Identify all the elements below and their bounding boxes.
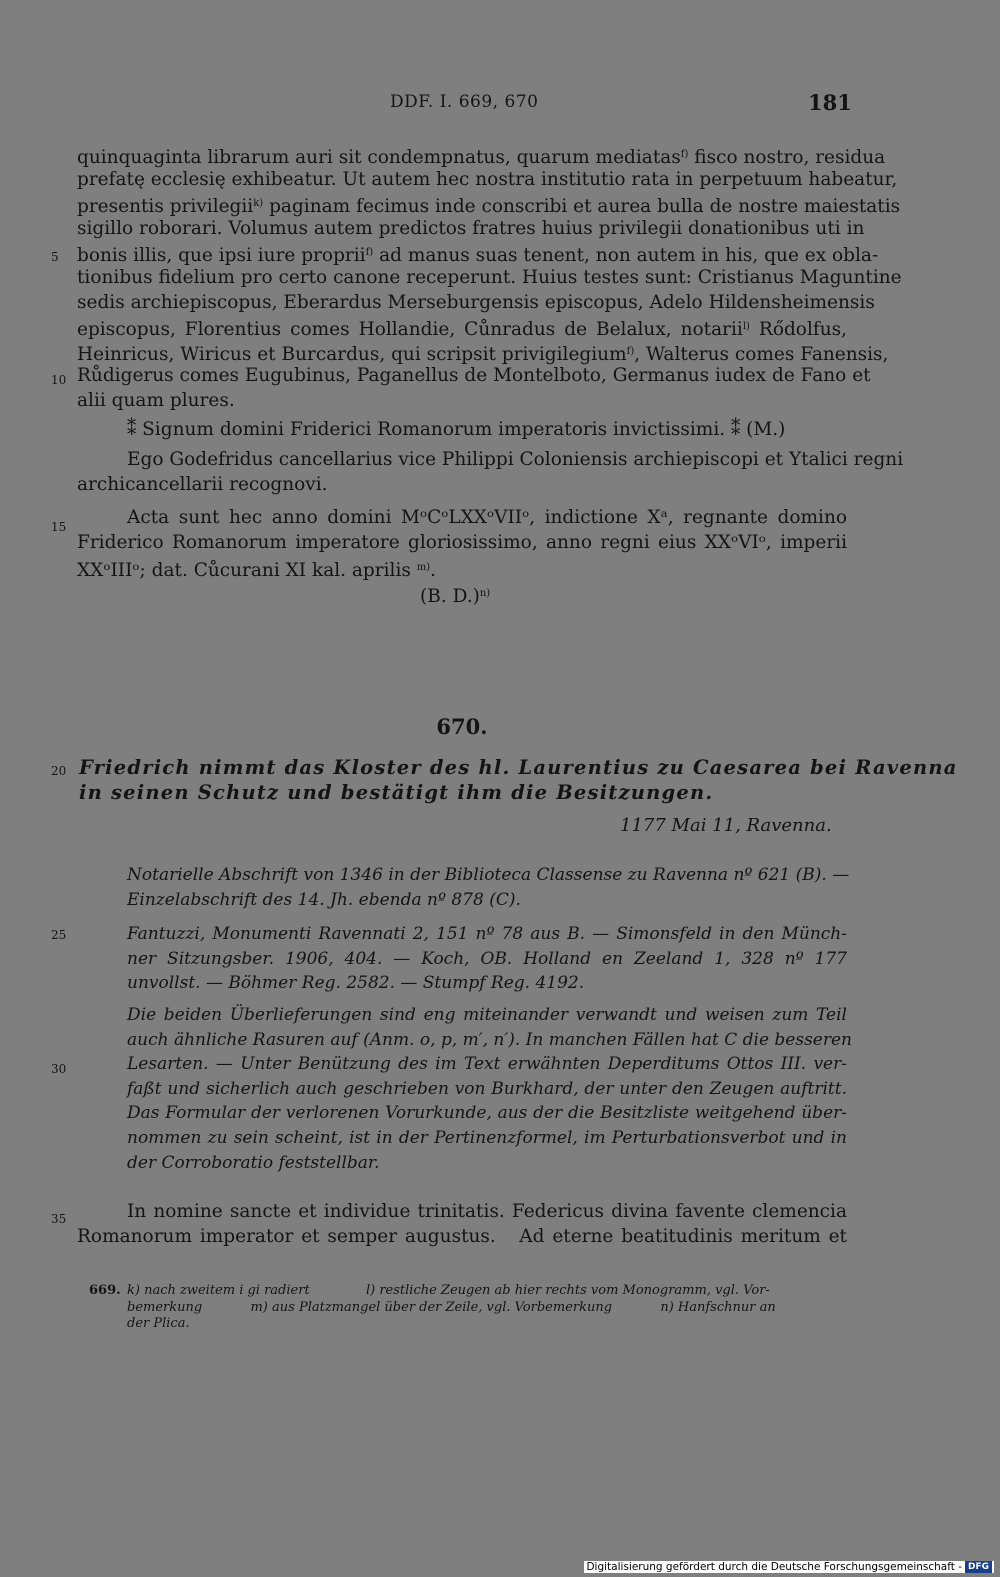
text-line: episcopus, Florentius comes Hollandie, Cůnradus de Belalux, notarii$^{l)}$ Rődolfus, — [77, 319, 847, 341]
seal-note: (B. D.)$^{n)}$ — [420, 586, 491, 608]
text-line: Heinricus, Wiricus et Burcardus, qui scripsit privigilegium$^{f)}$, Walterus comes Fanensis, — [77, 343, 889, 365]
text-line: Romanorum imperator et semper augustus. Ad eterne beatitudinis meritum et — [77, 1225, 847, 1247]
text-line: Růdigerus comes Eugubinus, Paganellus de Montelboto, Germanus iudex de Fano et — [77, 365, 871, 387]
text-line: bonis illis, que ipsi iure proprii$^{f)}$ ad manus suas tenent, non autem in his, que ex obla- — [77, 245, 879, 267]
text-line: alii quam plures. — [77, 389, 235, 411]
prints-note — [127, 923, 847, 997]
apparat-line: Notarielle Abschrift von 1346 in der Biblioteca Classense zu Ravenna nº 621 (B). — — [127, 865, 850, 885]
dfg-credit-text: Digitalisierung gefördert durch die Deutsche Forschungsgemeinschaft - — [586, 1561, 962, 1573]
document-number: 670. — [436, 714, 488, 739]
page-number: 181 — [808, 90, 852, 115]
apparat-line: Fantuzzi, Monumenti Ravennati 2, 151 nº 78 aus B. — Simonsfeld in den Münch- — [127, 924, 847, 944]
text-line: quinquaginta librarum auri sit condempnatus, quarum mediatas$^{f)}$ fisco nostro, residua — [77, 147, 886, 168]
date-place: 1177 Mai 11, Ravenna. — [620, 815, 832, 836]
apparat-line: Einzelabschrift des 14. Jh. ebenda nº 878 (C). — [127, 889, 521, 910]
commentary-note — [127, 1004, 852, 1176]
signum-line: ⁑ Signum domini Friderici Romanorum imperatoris invictissimi. ⁑ (M.) — [127, 418, 786, 440]
footnote-n-cont: der Plica. — [127, 1316, 190, 1331]
regest — [79, 755, 958, 804]
running-title: DDF. I. 669, 670 — [390, 92, 539, 112]
dating-line: Acta sunt hec anno domini MᵒCᵒLXXᵒVIIᵒ, indictione Xᵃ, regnante domino — [127, 507, 847, 529]
doc670-text — [77, 1200, 847, 1249]
footnote-label: 669. — [89, 1283, 121, 1298]
apparat-line: ner Sitzungsber. 1906, 404. — Koch, OB. Holland en Zeeland 1, 328 nº 177 — [127, 948, 847, 969]
footnotes — [89, 1283, 847, 1333]
doc669-text — [77, 143, 904, 608]
dfg-logo: DFG — [965, 1561, 992, 1573]
footnote-l: l) restliche Zeugen ab hier rechts vom Monogramm, vgl. Vor- — [365, 1283, 770, 1298]
apparat-line: Das Formular der verlorenen Vorurkunde, aus der die Besitzliste weitgehend über- — [127, 1103, 847, 1124]
dating-line: Friderico Romanorum imperatore gloriosissimo, anno regni eius XXᵒVIᵒ, imperii — [77, 531, 847, 553]
line-number: 25 — [51, 928, 67, 942]
text-line: sedis archiepiscopus, Eberardus Merseburgensis episcopus, Adelo Hildensheimensis — [77, 291, 875, 313]
text-line: tionibus fidelium pro certo canone receperunt. Huius testes sunt: Cristianus Maguntine — [77, 266, 902, 288]
line-number: 20 — [51, 764, 67, 778]
line-number: 30 — [51, 1062, 67, 1076]
footnote-l-cont: bemerkung — [127, 1299, 203, 1315]
apparat-line: auch ähnliche Rasuren auf (Anm. o, p, m′, n′). In manchen Fällen hat C die besseren — [127, 1029, 852, 1050]
dating-line: XXᵒIIIᵒ; dat. Cůcurani XI kal. aprilis $^{m)}$. — [77, 559, 437, 581]
apparat-line: der Corroboratio feststellbar. — [127, 1152, 380, 1173]
apparat-line: nommen zu sein scheint, ist in der Pertinenzformel, im Perturbationsverbot und in — [127, 1127, 847, 1148]
apparat-line: faßt und sicherlich auch geschrieben von Burkhard, der unter den Zeugen auftritt. — [127, 1078, 847, 1099]
regest-line: in seinen Schutz und bestätigt ihm die Besitzungen. — [79, 780, 714, 804]
dfg-credit — [584, 1561, 994, 1573]
recognition-line: archicancellarii recognovi. — [77, 473, 328, 495]
text-line: presentis privilegii$^{k)}$ paginam fecimus inde conscribi et aurea bulla de nostre maiestatis — [77, 196, 901, 218]
line-number: 35 — [51, 1212, 67, 1226]
apparat-line: unvollst. — Böhmer Reg. 2582. — Stumpf Reg. 4192. — [127, 973, 585, 994]
apparat-line: Lesarten. — Unter Benützung des im Text erwähnten Deperditums Ottos III. ver- — [127, 1054, 847, 1075]
regest-line: Friedrich nimmt das Kloster des hl. Laurentius zu Caesarea bei Ravenna — [79, 756, 958, 779]
footnote-n: n) Hanfschnur an — [660, 1299, 776, 1315]
line-number: 10 — [51, 373, 67, 387]
recognition-line: Ego Godefridus cancellarius vice Philippi Coloniensis archiepiscopi et Ytalici regni — [127, 449, 904, 471]
footnote-k: k) nach zweitem i gi radiert — [127, 1283, 310, 1298]
line-number: 15 — [51, 520, 67, 534]
text-line: In nomine sancte et individue trinitatis. Federicus divina favente clemencia — [127, 1201, 847, 1222]
line-number: 5 — [51, 250, 59, 264]
footnote-m: m) aus Platzmangel über der Zeile, vgl. Vorbemerkung — [250, 1299, 613, 1315]
text-line: sigillo roborari. Volumus autem predictos fratres huius privilegii donationibus uti in — [77, 217, 865, 239]
text-line: prefatę ecclesię exhibeatur. Ut autem hec nostra institutio rata in perpetuum habeatur, — [77, 168, 898, 190]
apparat-line: Die beiden Überlieferungen sind eng miteinander verwandt und weisen zum Teil — [127, 1005, 847, 1025]
tradition-note — [127, 864, 850, 913]
